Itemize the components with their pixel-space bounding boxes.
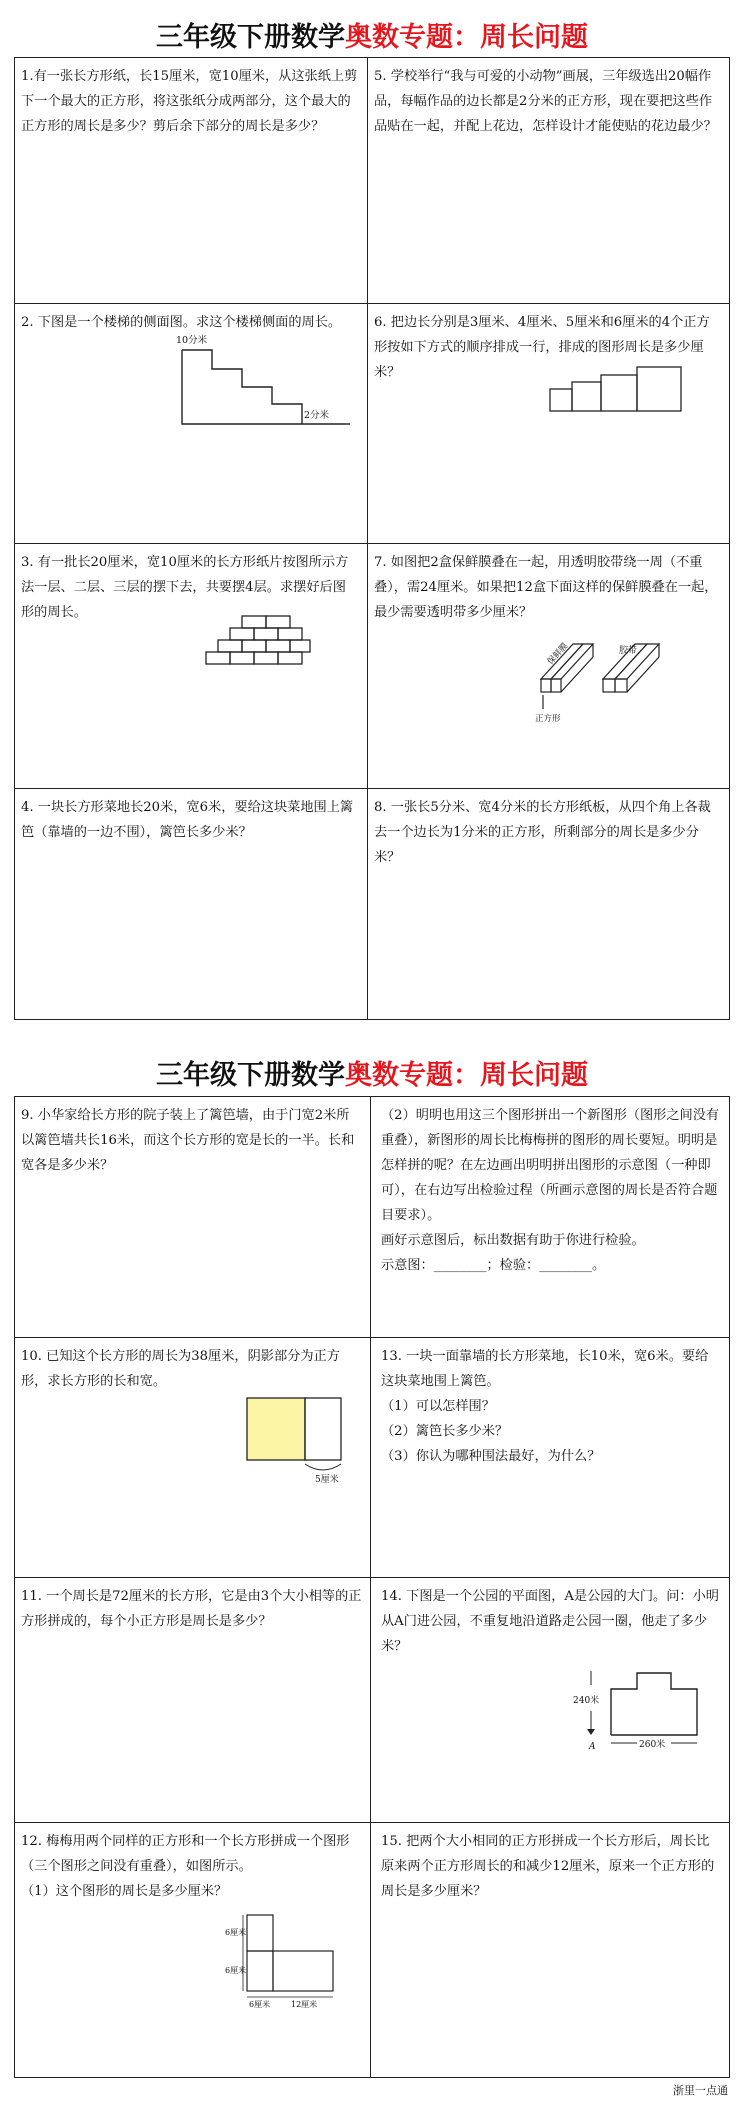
park-width-label: 260米 bbox=[639, 1740, 666, 1750]
footer-brand: 浙里一点通 bbox=[673, 2084, 728, 2097]
staircase-side-label: 2分米 bbox=[304, 410, 330, 421]
problem-14: 14. 下图是一个公园的平面图，A是公园的大门。问：小明从A门进公园，不重复地沿道路走公园一圈，他走了多少米？ 240米 A 260米 bbox=[371, 1578, 729, 1822]
combined-label-c: 6厘米 bbox=[249, 2000, 271, 2009]
problem-9: 9. 小华家给长方形的院子装上了篱笆墙，由于门宽2米所以篱笆墙共长16米，而这个长方形的宽是长的一半。长和宽各是多少米？ bbox=[15, 1097, 371, 1337]
problem-1: 1.有一张长方形纸，长15厘米，宽10厘米，从这张纸上剪下一个最大的正方形，将这张纸分成两部分，这个最大的正方形的周长是多少？剪后余下部分的周长是多少？ bbox=[15, 58, 368, 303]
wrap-boxes-figure bbox=[533, 639, 723, 739]
problem-4: 4. 一块长方形菜地长20米，宽6米，要给这块菜地围上篱笆（靠墙的一边不围），篱笆长多少米？ bbox=[15, 789, 368, 1020]
problem-row bbox=[15, 1577, 729, 1822]
wrap-label-c: 正方形 bbox=[535, 714, 561, 724]
problem-row bbox=[15, 1097, 729, 1337]
problem-5: 5. 学校举行“我与可爱的小动物”画展，三年级选出20幅作品，每幅作品的边长都是2分米的正方形，现在要把这些作品贴在一起，并配上花边，怎样设计才能使贴的花边最少？ bbox=[374, 69, 717, 134]
shaded-rectangle-figure bbox=[245, 1396, 345, 1486]
staircase-top-label: 10分米 bbox=[176, 335, 208, 346]
squares-row-figure bbox=[548, 354, 718, 419]
wrap-label-a: 保鲜膜 bbox=[545, 641, 571, 668]
wrap-label-b: 胶带 bbox=[619, 646, 638, 656]
worksheet-1 bbox=[14, 57, 730, 1020]
problem-3: 3. 有一批长20厘米，宽10厘米的长方形纸片按图所示方法一层、二层、三层的摆下去，共要摆4层。求摆好后图形的周长。 bbox=[15, 544, 368, 788]
page-title-1: 三年级下册数学奥数专题：周长问题 bbox=[156, 22, 588, 53]
problem-row bbox=[15, 1337, 729, 1577]
problem-7: 7. 如图把2盒保鲜膜叠在一起，用透明胶带绕一周（不重叠），需24厘米。如果把12盒下面这样的保鲜膜叠在一起，最少需要透明带多少厘米？ 保鲜膜 胶带 正方形 bbox=[368, 544, 728, 788]
park-height-label: 240米 bbox=[573, 1696, 600, 1706]
combined-label-d: 12厘米 bbox=[291, 2000, 318, 2009]
worksheet-2 bbox=[14, 1096, 730, 2078]
park-gate-label: A bbox=[589, 1742, 596, 1752]
staircase-figure bbox=[170, 332, 365, 432]
problem-15: 15. 把两个大小相同的正方形拼成一个长方形后，周长比原来两个正方形周长的和减少12厘米，原来一个正方形的周长是多少厘米？ bbox=[381, 1834, 715, 1899]
park-plan-figure bbox=[571, 1663, 721, 1763]
problem-11: 11. 一个周长是72厘米的长方形，它是由3个大小相等的正方形拼成的，每个小正方形是周长是多少？ bbox=[15, 1578, 371, 1822]
problem-13: 13. 一块一面靠墙的长方形菜地，长10米，宽6米。要给这块菜地围上篱笆。 （1）可以怎样围？ （2）篱笆长多少米？ （3）你认为哪种围法最好，为什么？ bbox=[381, 1349, 709, 1464]
combined-label-a: 6厘米 bbox=[225, 1928, 247, 1937]
problem-10: 10. 已知这个长方形的周长为38厘米，阴影部分为正方形，求长方形的长和宽。 5厘米 bbox=[15, 1338, 371, 1577]
problem-8: 8. 一张长5分米、宽4分米的长方形纸板，从四个角上各裁去一个边长为1分米的正方形，所剩部分的周长是多少分米？ bbox=[374, 800, 711, 865]
combined-shapes-figure bbox=[225, 1911, 365, 2021]
page-title-2: 三年级下册数学奥数专题：周长问题 bbox=[156, 1060, 588, 1091]
brick-pyramid-figure bbox=[205, 614, 315, 684]
problem-12-part-2: （2）明明也用这三个图形拼出一个新图形（图形之间没有重叠），新图形的周长比梅梅拼的图形的周长要短。明明是怎样拼的呢？在左边画出明明拼出图形的示意图（一种即可），在右边写出检验过程（所画示意图的周长是否符合题目要求）。 画好示意图后，标出数据有助于你进行检验。 示意图：________；检验：________。 bbox=[381, 1108, 720, 1273]
problem-2: 2. 下图是一个楼梯的侧面图。求这个楼梯侧面的周长。 10分米 2分米 bbox=[15, 304, 368, 543]
combined-label-b: 6厘米 bbox=[225, 1966, 247, 1975]
problem-row bbox=[15, 788, 729, 1020]
problem-row bbox=[15, 543, 729, 788]
problem-12: 12. 梅梅用两个同样的正方形和一个长方形拼成一个图形（三个图形之间没有重叠），如图所示。 （1）这个图形的周长是多少厘米？ 6厘米 6厘米 6厘米 12厘米 bbox=[15, 1823, 371, 2078]
problem-row bbox=[15, 303, 729, 543]
problem-6: 6. 把边长分别是3厘米、4厘米、5厘米和6厘米的4个正方形按如下方式的顺序排成一行，排成的图形周长是多少厘米？ bbox=[368, 304, 728, 543]
problem-row bbox=[15, 1822, 729, 2078]
shaded-rect-label: 5厘米 bbox=[315, 1475, 339, 1485]
problem-row bbox=[15, 58, 729, 303]
